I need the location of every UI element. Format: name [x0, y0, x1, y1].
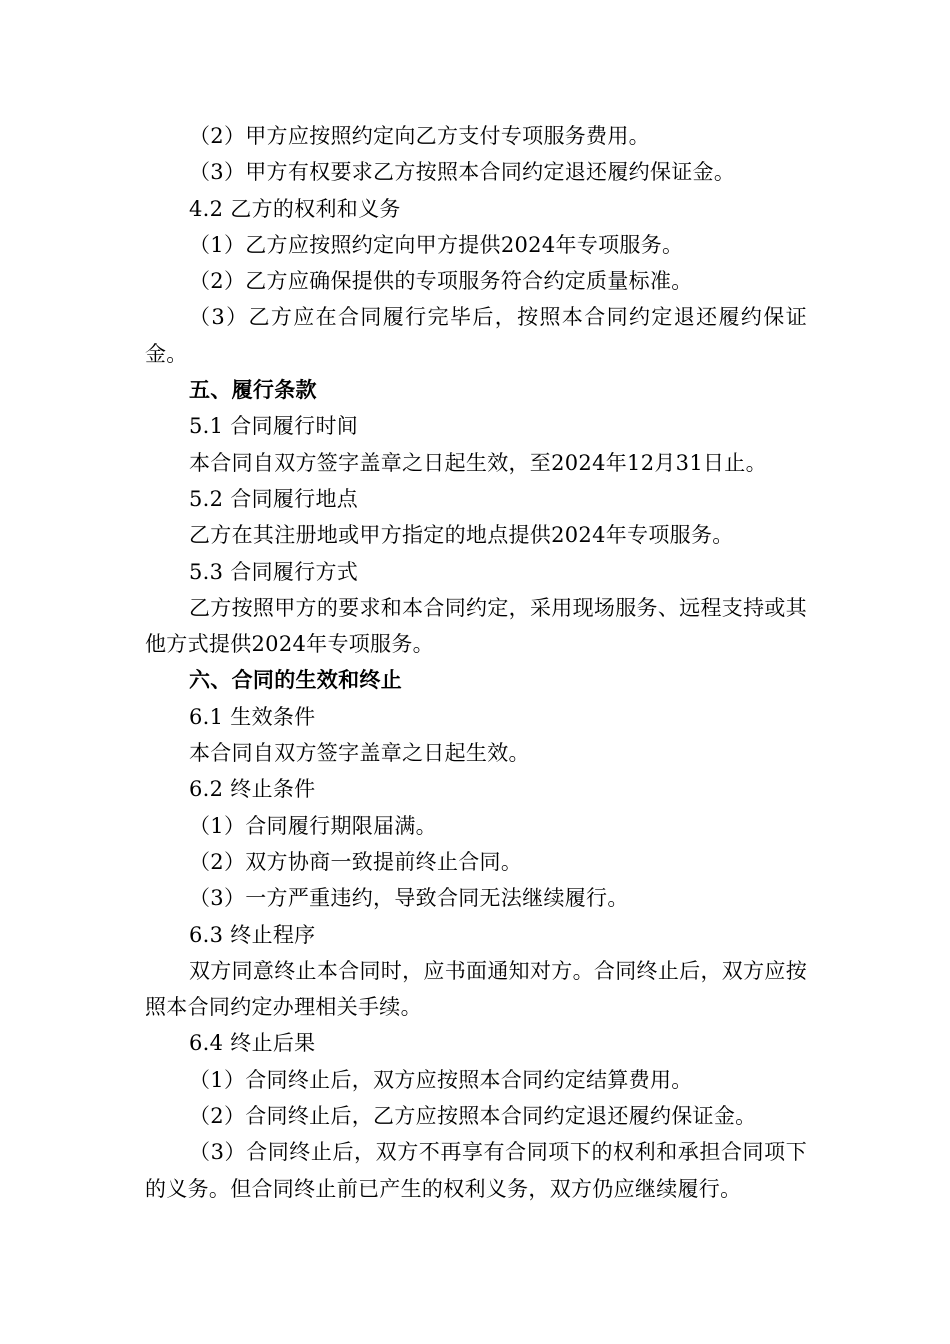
- termination-consequence-2: （2）合同终止后，乙方应按照本合同约定退还履约保证金。: [189, 1104, 757, 1129]
- termination-consequence-1: （1）合同终止后，双方应按照本合同约定结算费用。: [189, 1067, 693, 1092]
- section-5-heading: 五、履行条款: [189, 377, 317, 403]
- section-5-1-text: 本合同自双方签字盖章之日起生效，至2024年12月31日止。: [189, 450, 767, 475]
- section-5-2-text: 乙方在其注册地或甲方指定的地点提供2024年专项服务。: [189, 523, 734, 548]
- termination-consequence-3: （3）合同终止后，双方不再享有合同项下的权利和承担合同项下的义务。但合同终止前已产生的权利义务，双方仍应继续履行。: [145, 1140, 807, 1201]
- party-b-item-3: （3）乙方应在合同履行完毕后，按照本合同约定退还履约保证金。: [145, 305, 807, 366]
- party-b-item-1: （1）乙方应按照约定向甲方提供2024年专项服务。: [189, 232, 684, 257]
- section-5-1-title: 5.1 合同履行时间: [189, 414, 359, 439]
- section-6-3-title: 6.3 终止程序: [189, 922, 316, 947]
- section-6-heading: 六、合同的生效和终止: [189, 667, 402, 693]
- section-4-2-title: 4.2 乙方的权利和义务: [189, 196, 401, 221]
- party-a-item-3: （3）甲方有权要求乙方按照本合同约定退还履约保证金。: [189, 160, 736, 185]
- party-a-item-2: （2）甲方应按照约定向乙方支付专项服务费用。: [189, 124, 650, 148]
- section-6-2-title: 6.2 终止条件: [189, 777, 316, 802]
- section-6-1-title: 6.1 生效条件: [189, 704, 316, 729]
- section-5-3-text: 乙方按照甲方的要求和本合同约定，采用现场服务、远程支持或其他方式提供2024年专项服务。: [145, 595, 807, 657]
- section-6-1-text: 本合同自双方签字盖章之日起生效。: [189, 741, 530, 766]
- termination-condition-2: （2）双方协商一致提前终止合同。: [189, 849, 523, 874]
- termination-condition-3: （3）一方严重违约，导致合同无法继续履行。: [189, 886, 629, 911]
- section-6-4-title: 6.4 终止后果: [189, 1031, 316, 1056]
- party-b-item-2: （2）乙方应确保提供的专项服务符合约定质量标准。: [189, 269, 693, 294]
- termination-condition-1: （1）合同履行期限届满。: [189, 813, 437, 838]
- document-body: [145, 118, 807, 1207]
- section-5-2-title: 5.2 合同履行地点: [189, 486, 359, 511]
- section-6-3-text: 双方同意终止本合同时，应书面通知对方。合同终止后，双方应按照本合同约定办理相关手续。: [145, 958, 807, 1020]
- section-5-3-title: 5.3 合同履行方式: [189, 559, 359, 584]
